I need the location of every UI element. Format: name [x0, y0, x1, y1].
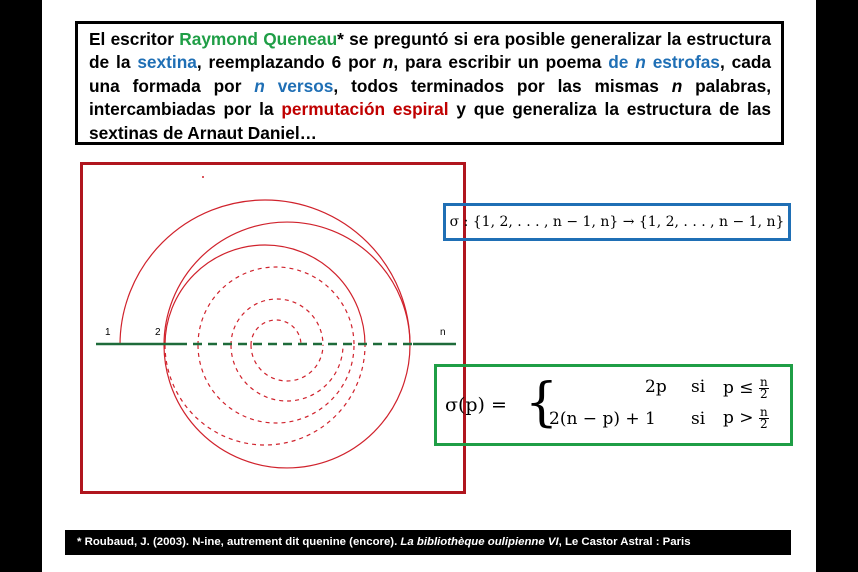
- var-n: n: [671, 75, 683, 96]
- left-brace: {: [525, 373, 559, 433]
- intro-textbox: [75, 21, 784, 145]
- case-2-si: si: [691, 409, 706, 429]
- fraction-den: 2: [759, 417, 768, 431]
- spiral-diagram: [83, 165, 463, 491]
- intro-text: , cada una formada por: [89, 52, 771, 96]
- fraction-n-over-2: [759, 377, 769, 400]
- label-1: 1: [105, 327, 111, 338]
- spiral-arc-dashed: [165, 345, 365, 445]
- case-1-cond-text: p ≤: [723, 378, 754, 398]
- intro-text: , para escribir un poema: [393, 52, 609, 73]
- term-de: de: [608, 52, 636, 73]
- slide: [42, 0, 816, 572]
- reference-footnote: [65, 530, 791, 555]
- case-2-cond-text: p >: [723, 408, 754, 428]
- intro-text: , reemplazando 6 por: [196, 52, 383, 73]
- spiral-arc-dashed: [231, 345, 343, 401]
- intro-text: * se preguntó si era posible generalizar la estructura de la: [89, 29, 772, 73]
- reference-text: , Le Castor Astral : Paris: [558, 536, 691, 548]
- spiral-arc-dashed: [198, 267, 354, 345]
- spiral-arc-dashed: [251, 345, 323, 381]
- var-n: n: [635, 52, 646, 73]
- term-sextina: sextina: [137, 52, 197, 73]
- case-2-expr: 2(n − p) + 1: [549, 409, 656, 429]
- fraction-num: n: [759, 405, 768, 419]
- reference-text: * Roubaud, J. (2003). N-ine, autrement dit quenine (encore).: [77, 536, 401, 548]
- spiral-arc-inner: [165, 245, 365, 345]
- spiral-arc-dashed: [251, 320, 301, 345]
- sigma-definition: [443, 203, 791, 241]
- label-n: n: [440, 327, 446, 338]
- label-2: 2: [155, 327, 161, 338]
- sigma-piecewise-formula: [434, 364, 793, 446]
- spiral-arc-outer: [120, 200, 410, 345]
- case-2-cond: [723, 407, 769, 430]
- fraction-num: n: [759, 375, 768, 389]
- fraction-n-over-2: [759, 407, 769, 430]
- spiral-arc-dashed: [231, 299, 323, 345]
- fraction-den: 2: [759, 387, 768, 401]
- intro-text: El escritor: [89, 29, 180, 49]
- spiral-figure: [80, 162, 466, 494]
- intro-text: , todos terminados por las mismas: [333, 75, 672, 96]
- reference-title: La bibliothèque oulipienne VI: [400, 536, 559, 548]
- var-n: n: [382, 52, 394, 73]
- intro-text: palabras, intercambiadas por la: [89, 75, 771, 120]
- term-versos: versos: [264, 75, 334, 96]
- spiral-arc-lower: [164, 345, 410, 468]
- formula-lhs: σ(p) =: [445, 394, 507, 416]
- spiral-arc-dashed: [198, 345, 354, 423]
- term-estrofas: estrofas: [652, 52, 720, 73]
- intro-text: y que generaliza la estructura de las sextinas de Arnaut Daniel…: [89, 99, 771, 143]
- sigma-domain-formula: σ : {1, 2, . . . , n − 1, n} → {1, 2, . . . , n − 1, n}: [449, 214, 785, 230]
- case-1-cond: [723, 377, 769, 400]
- term-permutacion: permutación espiral: [281, 99, 449, 120]
- author-name: Raymond Queneau: [179, 29, 338, 49]
- var-n: n: [254, 75, 265, 96]
- spiral-arc-mid: [164, 222, 410, 345]
- case-1-expr: 2p: [645, 377, 667, 397]
- case-1-si: si: [691, 377, 706, 397]
- dot-mark: [202, 176, 204, 178]
